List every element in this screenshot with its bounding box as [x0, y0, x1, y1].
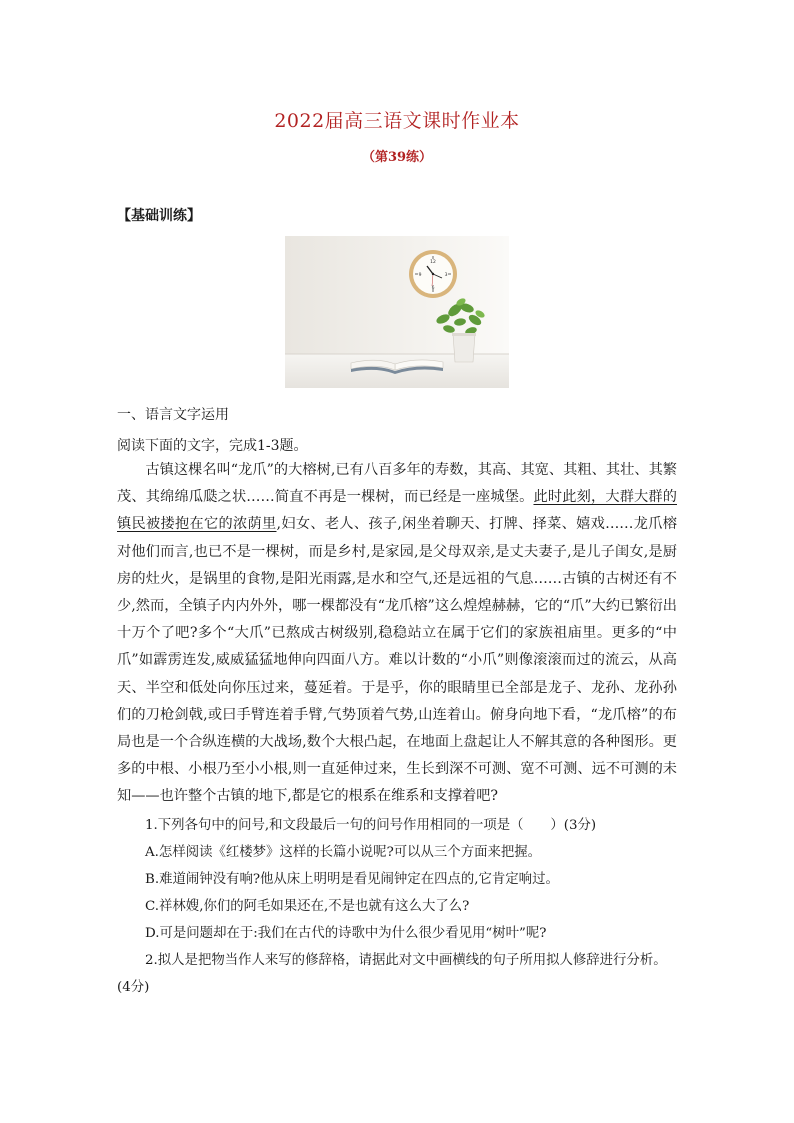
- section-tag: 【基础训练】: [117, 208, 201, 224]
- option-a: [117, 839, 677, 866]
- question-2-score: [117, 974, 677, 1001]
- underlined-sentence: 此时此刻，大群大群的镇民被搂抱在它的浓荫里: [117, 489, 677, 533]
- option-b: [117, 866, 677, 893]
- question-1: [117, 812, 677, 839]
- question-2-text: 2.拟人是把物当作人来写的修辞格，请据此对文中画横线的句子所用拟人修辞进行分析。: [145, 953, 667, 968]
- option-d-text: D.可是问题却在于:我们在古代的诗歌中为什么很少看见用“树叶”呢?: [145, 926, 547, 941]
- option-a-text: A.怎样阅读《红楼梦》这样的长篇小说呢?可以从三个方面来把握。: [145, 845, 542, 860]
- document-title: 2022届高三语文课时作业本: [274, 110, 520, 132]
- option-b-text: B.难道闹钟没有响?他从床上明明是看见闹钟定在四点的,它肯定响过。: [145, 872, 559, 887]
- clock-plant-book-illustration: [285, 236, 509, 388]
- reading-passage: [117, 457, 677, 811]
- passage-text: ,妇女、老人、孩子,闲坐着聊天、打牌、择菜、嬉戏……龙爪榕对他们而言,也已不是一棵树，而是乡村,是家园,是父母双亲,是丈夫妻子,是儿子闺女,是厨房的灶火，是锅里的食物,是阳光雨露,是水和空气,还是远祖的气息……古镇的古树还有不少,然而，全镇子内内外外，哪一棵都没有“龙爪榕”这么煌煌赫赫，它的“爪”大约已繁衍出十万个了吧?多个“大爪”已熬成古树级别,稳稳站立在属于它们的家族祖庙里。更多的“中爪”如霹雳连发,威威猛猛地伸向四面八方。难以计数的“小爪”则像滚滚而过的流云，从高天、半空和低处向你压过来，蔓延着。于是乎，你的眼睛里已全部是龙子、龙孙、龙孙孙们的刀枪剑戟,或曰手臂连着手臂,气势顶着气势,山连着山。俯身向地下看，“龙爪榕”的布局也是一个合纵连横的大战场,数个大根凸起，在地面上盘起让人不解其意的各种图形。更多的中根、小根乃至小小根,则一直延伸过来，生长到深不可测、宽不可测、远不可测的未知——也许整个古镇的地下,都是它的根系在维系和支撑着吧?: [117, 516, 677, 805]
- clock-number: 6: [431, 286, 435, 291]
- clock-number: 12: [430, 260, 436, 265]
- passage-text: 古镇这棵名叫“龙爪”的大榕树,已有八百多年的寿数，其高、其宽、其粗、其壮、其繁茂、其绵绵瓜瓞之状……简直不再是一棵树，而已经是一座城堡。: [117, 462, 677, 506]
- clock-number: 3: [444, 273, 448, 278]
- section-heading: 一、语言文字运用: [117, 407, 229, 423]
- option-d: [117, 920, 677, 947]
- illustration-photo: [285, 236, 509, 388]
- clock-number: 9: [418, 273, 422, 278]
- question-2-score-text: (4分): [117, 980, 150, 995]
- reading-instruction: 阅读下面的文字，完成1-3题。: [117, 438, 308, 454]
- option-c: [117, 893, 677, 920]
- document-subtitle: （第39练）: [361, 150, 433, 165]
- question-1-text: 1.下列各句中的问号,和文段最后一句的问号作用相同的一项是（ ）(3分): [145, 818, 597, 833]
- option-c-text: C.祥林嫂,你们的阿毛如果还在,不是也就有这么大了么?: [145, 899, 470, 914]
- wall-clock-icon: [409, 250, 457, 298]
- question-2: [117, 947, 677, 974]
